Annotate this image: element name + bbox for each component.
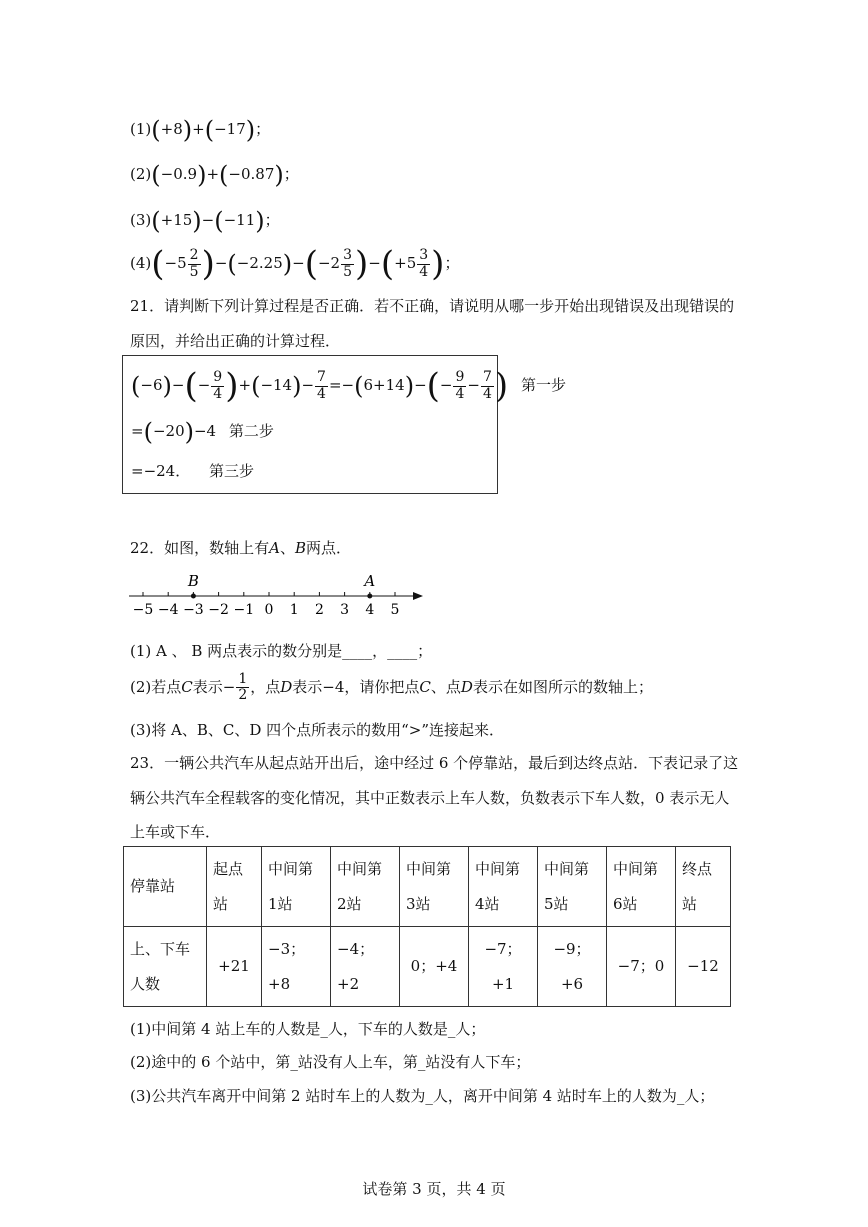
tick-label: −3 (183, 602, 204, 618)
table-cell: 上、下车 人数 (124, 927, 207, 1007)
table-cell: +21 (207, 927, 262, 1007)
problem23-q2: (2)途中的 6 个站中，第_站没有人上车，第_站没有人下车； (130, 1053, 531, 1071)
point-B-label: B (187, 572, 199, 590)
solution-row3: =−24． 第三步 (131, 462, 255, 480)
table-cell: 中间第 6站 (607, 847, 676, 927)
tick-label: −4 (157, 602, 179, 618)
table-cell: 中间第 4站 (469, 847, 538, 927)
problem23-line2: 辆公共汽车全程载客的变化情况，其中正数表示上车人数，负数表示下车人数，0 表示无人 (130, 789, 730, 807)
table-cell: −7；0 (607, 927, 676, 1007)
problem20-item4: (4)(−5 $\frac{2}{5}$ )−(−2.25)−(−2 $\frac{3}{5}$ )−(+5 $\frac{3}{4}$ )； (130, 244, 460, 284)
table-cell: −4； +2 (331, 927, 400, 1007)
table-cell: −9；+6 (538, 927, 607, 1007)
tick-label: 2 (314, 602, 324, 618)
table-cell: 0；+4 (400, 927, 469, 1007)
point-B-dot (191, 594, 196, 599)
solution-row1: (−6)−(− $\frac{9}{4}$ )+(−14)− $\frac{7}{4}$ =−(6+14)−(− $\frac{9}{4}$ − $\frac{7}{4}$ ) 第一步 (131, 366, 566, 406)
tick-label: 4 (365, 602, 375, 618)
table-cell: −7；+1 (469, 927, 538, 1007)
point-A-dot (367, 594, 372, 599)
problem23-line3: 上车或下车． (130, 823, 221, 841)
page-footer: 试卷第 3 页，共 4 页 (362, 1180, 506, 1198)
problem20-item1: (1)(+8)+(−17)； (130, 116, 271, 144)
problem22-q1: (1) A 、 B 两点表示的数分别是____，____； (130, 642, 433, 660)
table-cell: 中间第 2站 (331, 847, 400, 927)
table-cell: 中间第 3站 (400, 847, 469, 927)
table-cell: 中间第 1站 (262, 847, 331, 927)
point-A-label: A (364, 572, 376, 590)
table-cell: −12 (676, 927, 731, 1007)
table-cell: 中间第 5站 (538, 847, 607, 927)
problem22-q2: (2)若点C表示− $\frac{1}{2}$ ，点D表示−4，请你把点C、点D表示在如图所示的数轴上； (130, 671, 653, 704)
fraction: $\frac{2}{5}$ (189, 247, 199, 280)
problem23-q1: (1)中间第 4 站上车的人数是_人，下车的人数是_人； (130, 1020, 486, 1038)
table-cell: 起点 站 (207, 847, 262, 927)
solution-row2: =(−20)−4 第二步 (131, 418, 274, 446)
fraction: $\frac{3}{5}$ (343, 247, 353, 280)
table-cell: 停靠站 (124, 847, 207, 927)
problem22-q3: (3)将 A、B、C、D 四个点所表示的数用“>”连接起来． (130, 721, 505, 739)
problem22-line1: 22．如图，数轴上有A、B两点． (130, 539, 351, 557)
problem20-item3: (3)(+15)−(−11)； (130, 207, 280, 235)
tick-label: −5 (132, 602, 154, 618)
problem23-q3: (3)公共汽车离开中间第 2 站时车上的人数为_人，离开中间第 4 站时车上的人数为_人； (130, 1087, 715, 1105)
number-line (125, 570, 435, 618)
problem21-line2: 原因，并给出正确的计算过程． (130, 332, 341, 350)
table-row (124, 927, 731, 1007)
table-cell: 终点 站 (676, 847, 731, 927)
tick-label: 5 (390, 602, 400, 618)
tick-label: 3 (340, 602, 350, 618)
tick-label: −1 (233, 602, 255, 618)
tick-label: 0 (264, 602, 274, 618)
table-header-row (124, 847, 731, 927)
bus-table (123, 846, 731, 1007)
problem21-line1: 21．请判断下列计算过程是否正确．若不正确，请说明从哪一步开始出现错误及出现错误的 (130, 297, 735, 315)
fraction: $\frac{3}{4}$ (419, 247, 429, 280)
tick-label: −2 (208, 602, 229, 618)
problem23-line1: 23．一辆公共汽车从起点站开出后，途中经过 6 个停靠站，最后到达终点站．下表记录了这 (130, 754, 739, 772)
solution-box (122, 355, 566, 494)
tick-label: 1 (289, 602, 299, 618)
problem20-item2: (2)(−0.9)+(−0.87)； (130, 161, 299, 189)
table-cell: −3； +8 (262, 927, 331, 1007)
